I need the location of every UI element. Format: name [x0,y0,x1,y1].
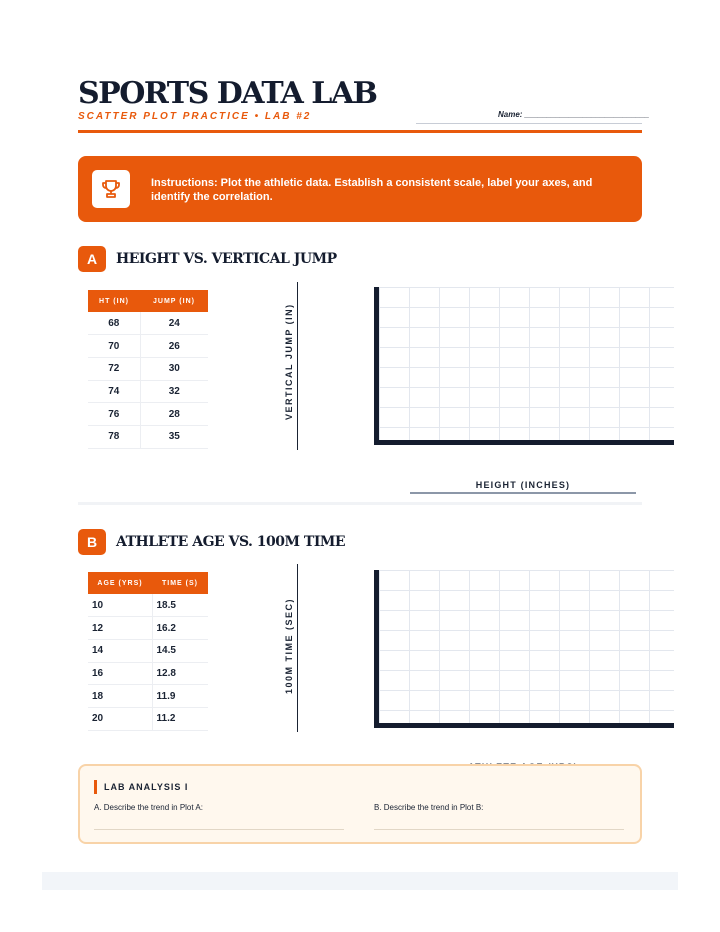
table-row [88,617,208,640]
table-cell: 20 [88,707,152,730]
table-header: AGE (YRS) [88,572,152,594]
table-cell: 76 [88,403,140,426]
section-a-x-axis-label: HEIGHT (INCHES) [475,480,571,490]
table-cell: 12 [88,617,152,640]
table-cell: 26 [140,335,208,358]
table-row [88,335,208,358]
question-b-label: B. Describe the trend in Plot B: [374,803,484,812]
name-field-label: Name: ____________________________ [498,110,650,119]
section-a-title: HEIGHT VS. VERTICAL JUMP [116,251,337,267]
trophy-icon [92,170,130,208]
table-cell: 78 [88,425,140,448]
table-cell: 14.5 [152,639,208,662]
table-row [88,380,208,403]
y-axis-label-rule [297,282,298,450]
instructions-banner [78,156,642,222]
table-cell: 72 [88,357,140,380]
table-row [88,594,208,617]
table-cell: 11.9 [152,685,208,708]
analysis-accent-bar [94,780,97,794]
page-subtitle: SCATTER PLOT PRACTICE • LAB #2 [78,111,312,122]
answer-b-line[interactable] [374,829,624,830]
table-row [88,312,208,335]
table-cell: 10 [88,594,152,617]
table-cell: 32 [140,380,208,403]
table-row [88,685,208,708]
question-a-label: A. Describe the trend in Plot A: [94,803,203,812]
table-cell: 16 [88,662,152,685]
section-b-title: ATHLETE AGE VS. 100M TIME [116,534,346,550]
table-row [88,403,208,426]
table-cell: 16.2 [152,617,208,640]
table-cell: 24 [140,312,208,335]
table-cell: 11.2 [152,707,208,730]
section-a-badge: A [78,246,106,272]
table-cell: 74 [88,380,140,403]
table-row [88,425,208,448]
section-a-plot-grid[interactable] [374,287,674,445]
name-underline [416,123,642,124]
table-cell: 18.5 [152,594,208,617]
analysis-title: LAB ANALYSIS I [104,782,189,792]
table-header: HT (IN) [88,290,140,312]
answer-a-line[interactable] [94,829,344,830]
table-row [88,639,208,662]
table-cell: 68 [88,312,140,335]
table-row [88,707,208,730]
instructions-text: Instructions: Plot the athletic data. Establish a consistent scale, label your axes, and identify the correlation. [151,177,593,203]
table-cell: 28 [140,403,208,426]
page-title: SPORTS DATA LAB [78,76,377,111]
table-cell: 35 [140,425,208,448]
table-cell: 12.8 [152,662,208,685]
section-a-y-axis-label: VERTICAL JUMP (IN) [284,303,294,420]
table-cell: 14 [88,639,152,662]
lab-analysis-box [78,764,642,844]
section-b-data-table [88,572,208,731]
section-b-badge: B [78,529,106,555]
section-divider [78,502,642,505]
table-header: TIME (S) [152,572,208,594]
y-axis-label-rule [297,564,298,732]
header-divider [78,130,642,133]
table-row [88,662,208,685]
section-a-x-axis-rule [410,492,636,494]
table-cell: 18 [88,685,152,708]
table-row [88,357,208,380]
section-a-data-table [88,290,208,449]
section-b-y-axis-label: 100M TIME (SEC) [284,597,294,694]
table-header: JUMP (IN) [140,290,208,312]
footer-bar [42,872,678,890]
table-cell: 70 [88,335,140,358]
section-b-plot-grid[interactable] [374,570,674,728]
table-cell: 30 [140,357,208,380]
